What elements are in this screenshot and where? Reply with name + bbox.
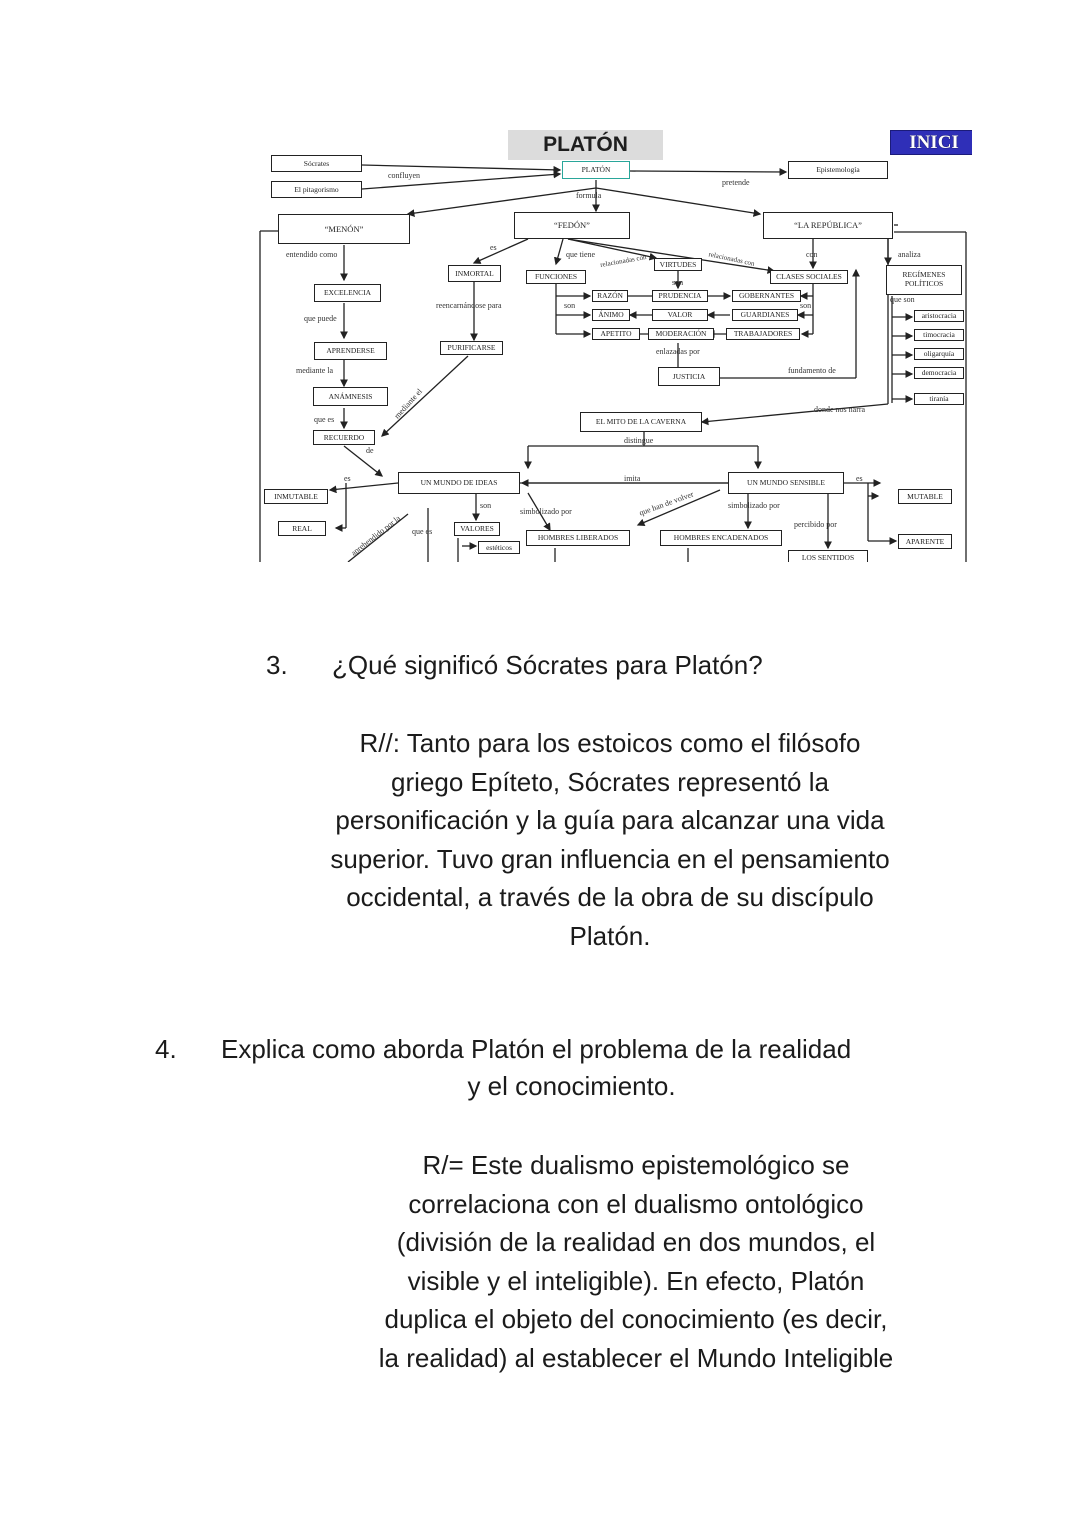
label-formula: formula xyxy=(576,191,602,200)
concept-map-image xyxy=(258,128,972,562)
label-simbolizado-por-2: simbolizado por xyxy=(728,501,780,510)
node-mutable: MUTABLE xyxy=(898,489,952,504)
node-mito-caverna: EL MITO DE LA CAVERNA xyxy=(580,412,702,432)
label-imita: imita xyxy=(624,474,641,483)
node-inmortal: INMORTAL xyxy=(448,265,501,282)
node-inmutable: INMUTABLE xyxy=(264,489,328,504)
label-confluyen: confluyen xyxy=(388,171,420,180)
node-platon: PLATÓN xyxy=(562,161,630,179)
label-que-son: que son xyxy=(890,295,915,304)
node-tirania: tiranía xyxy=(914,393,964,405)
label-son-4: son xyxy=(480,501,492,510)
node-virtudes: VIRTUDES xyxy=(654,258,702,271)
question-3-text: ¿Qué significó Sócrates para Platón? xyxy=(332,650,763,680)
label-son-1: son xyxy=(672,278,684,287)
inici-button[interactable]: INICI xyxy=(890,130,972,155)
label-analiza: analiza xyxy=(898,250,921,259)
label-fundamento-de: fundamento de xyxy=(788,366,836,375)
label-es-3: es xyxy=(856,474,863,483)
node-pitagorismo: El pitagorismo xyxy=(271,181,362,198)
diagram-title: PLATÓN xyxy=(508,130,663,160)
answer-4: R/= Este dualismo epistemológico se correlaciona con el dualismo ontológico (división de la realidad en dos mundos, el visible y el inteligible). En efecto, Platón duplica el objeto del conocimiento (es decir, la realidad) al establecer el Mundo Inteligible xyxy=(378,1150,894,1373)
node-mundo-ideas: UN MUNDO DE IDEAS xyxy=(398,472,520,494)
node-trabajadores: TRABAJADORES xyxy=(726,328,800,340)
label-que-puede: que puede xyxy=(304,314,337,323)
node-hombres-encadenados: HOMBRES ENCADENADOS xyxy=(660,530,782,546)
node-sentidos: LOS SENTIDOS xyxy=(788,550,868,562)
node-funciones: FUNCIONES xyxy=(526,270,586,284)
node-apetito: APETITO xyxy=(592,328,640,340)
node-moderacion: MODERACIÓN xyxy=(648,328,714,340)
node-republica: “LA REPÚBLICA” xyxy=(763,212,893,239)
label-que-es: que es xyxy=(314,415,335,424)
node-epistemologia: Epistemología xyxy=(788,161,888,179)
question-4-number: 4. xyxy=(155,1034,177,1064)
node-clases-sociales: CLASES SOCIALES xyxy=(770,270,848,284)
label-es-2: es xyxy=(344,474,351,483)
node-excelencia: EXCELENCIA xyxy=(314,284,381,302)
label-reencarnandose: reencarnándose para xyxy=(436,301,502,310)
node-oligarquia: oligarquía xyxy=(914,348,964,360)
node-aprenderse: APRENDERSE xyxy=(314,342,387,360)
question-4-text: Explica como aborda Platón el problema de la realidad xyxy=(221,1034,852,1064)
node-mundo-sensible: UN MUNDO SENSIBLE xyxy=(728,472,844,494)
node-animo: ÁNIMO xyxy=(592,309,630,321)
node-hombres-liberados: HOMBRES LIBERADOS xyxy=(526,530,630,546)
label-enlazadas-por: enlazadas por xyxy=(656,347,700,356)
label-entendido-como: entendido como xyxy=(286,250,338,259)
answer-3: R//: Tanto para los estoicos como el filósofo griego Epíteto, Sócrates representó la personificación y la guía para alcanzar una vida superior. Tuvo gran influencia en el pensamiento occidental, a través de la obra de su discípulo Platón. xyxy=(330,728,890,951)
node-menon: “MENÓN” xyxy=(278,214,410,244)
node-valores: VALORES xyxy=(454,522,500,536)
node-gobernantes: GOBERNANTES xyxy=(732,290,801,302)
question-4-text-line2: y el conocimiento. xyxy=(467,1071,676,1101)
label-que-han-de-volver: que han de volver xyxy=(638,489,695,518)
label-relacionadas-con-2: relacionadas con xyxy=(707,250,756,268)
label-simbolizado-por-1: simbolizado por xyxy=(520,507,572,516)
node-aristocracia: aristocracia xyxy=(914,310,964,322)
node-razon: RAZÓN xyxy=(592,290,628,302)
label-es: es xyxy=(490,243,497,252)
node-justicia: JUSTICIA xyxy=(658,367,720,386)
label-con: con xyxy=(806,250,818,259)
node-valor: VALOR xyxy=(652,309,708,321)
node-democracia: democracia xyxy=(914,367,964,379)
node-regimenes: REGÍMENES POLÍTICOS xyxy=(886,265,962,295)
label-son-3: son xyxy=(800,301,812,310)
node-prudencia: PRUDENCIA xyxy=(652,290,708,302)
label-distingue: distingue xyxy=(624,436,654,445)
node-esteticos: estéticos xyxy=(478,541,520,554)
node-purificarse: PURIFICARSE xyxy=(440,341,503,355)
label-son-2: son xyxy=(564,301,576,310)
node-aparente: APARENTE xyxy=(898,534,952,549)
label-que-tiene: que tiene xyxy=(566,250,596,259)
label-mediante-el: mediante el xyxy=(392,386,424,421)
node-fedon: “FEDÓN” xyxy=(514,212,630,239)
node-real: REAL xyxy=(278,521,326,536)
node-anamnesis: ANÁMNESIS xyxy=(313,387,388,406)
label-pretende: pretende xyxy=(722,178,750,187)
question-3-number: 3. xyxy=(266,650,288,680)
label-aprehendido-por-la: aprehendido por la xyxy=(349,513,403,558)
node-recuerdo: RECUERDO xyxy=(313,430,375,445)
label-que-es-2: que es xyxy=(412,527,433,536)
node-guardianes: GUARDIANES xyxy=(732,309,798,321)
label-de: de xyxy=(366,446,374,455)
label-mediante-la: mediante la xyxy=(296,366,334,375)
label-donde-nos-narra: donde nos narra xyxy=(814,405,866,414)
node-socrates: Sócrates xyxy=(271,155,362,172)
node-timocracia: timocracia xyxy=(914,329,964,341)
label-relacionadas-con-1: relacionadas con xyxy=(599,253,648,270)
label-percibido-por: percibido por xyxy=(794,520,837,529)
